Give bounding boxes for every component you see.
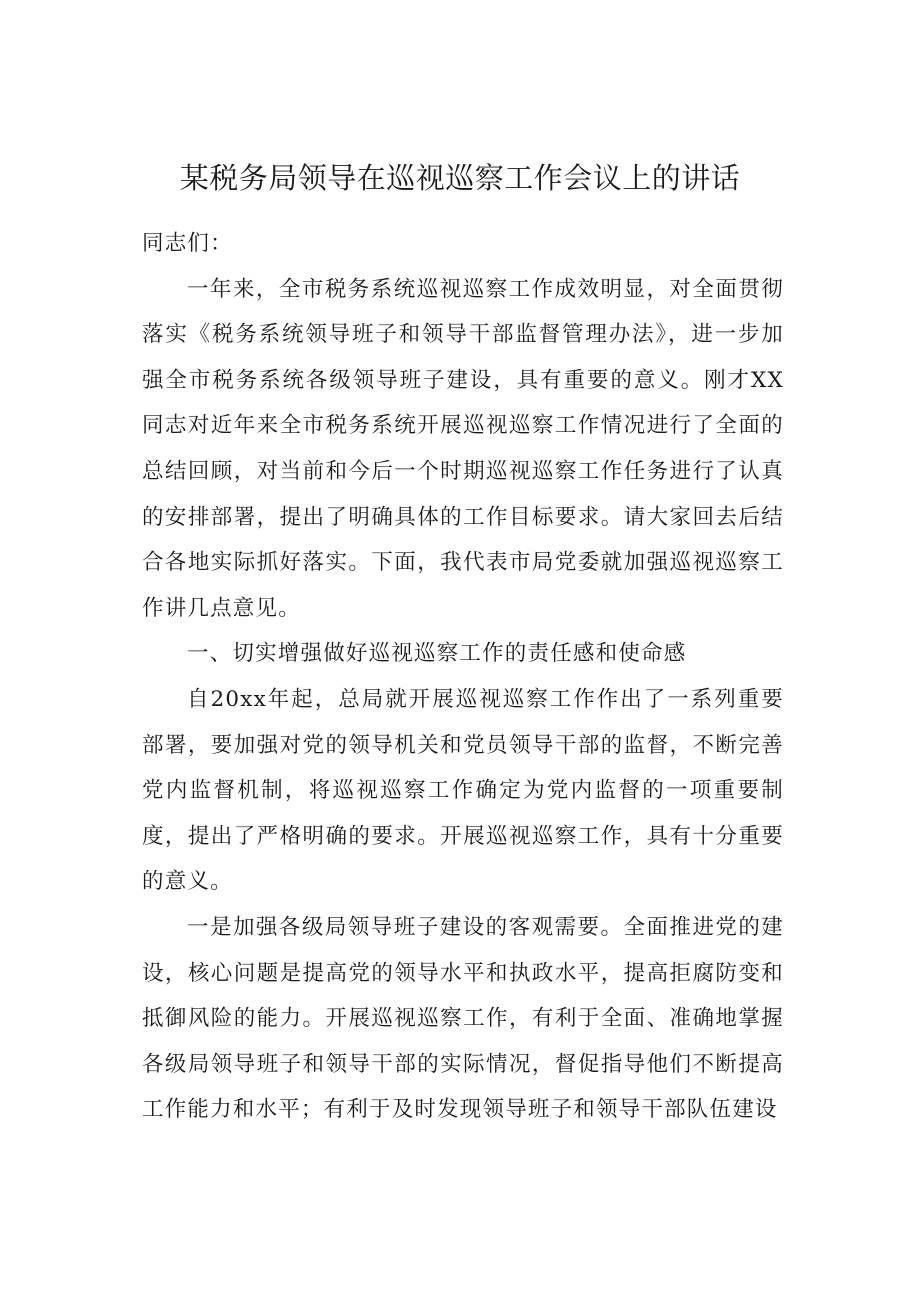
paragraph-point-1: 一是加强各级局领导班子建设的客观需要。全面推进党的建设，核心问题是提高党的领导水平和执政水平，提高拒腐防变和抵御风险的能力。开展巡视巡察工作，有利于全面、准确地掌握各级局领导班子和领导干部的实际情况，督促指导他们不断提高工作能力和水平；有利于及时发现领导班子和领导干部队伍建设 xyxy=(142,914,784,1123)
paragraph-section-1-intro: 自20xx年起，总局就开展巡视巡察工作作出了一系列重要部署，要加强对党的领导机关和党员领导干部的监督，不断完善党内监督机制，将巡视巡察工作确定为党内监督的一项重要制度，提出了严格明确的要求。开展巡视巡察工作，具有十分重要的意义。 xyxy=(142,686,784,895)
document-title: 某税务局领导在巡视巡察工作会议上的讲话 xyxy=(179,161,741,195)
salutation: 同志们： xyxy=(142,231,233,256)
section-heading-1: 一、切实增强做好巡视巡察工作的责任感和使命感 xyxy=(187,641,687,667)
document-body xyxy=(142,221,784,1133)
paragraph-intro: 一年来，全市税务系统巡视巡察工作成效明显，对全面贯彻落实《税务系统领导班子和领导干部监督管理办法》，进一步加强全市税务系统各级领导班子建设，具有重要的意义。刚才XX同志对近年来全市税务系统开展巡视巡察工作情况进行了全面的总结回顾，对当前和今后一个时期巡视巡察工作任务进行了认真的安排部署，提出了明确具体的工作目标要求。请大家回去后结合各地实际抓好落实。下面，我代表市局党委就加强巡视巡察工作讲几点意见。 xyxy=(142,276,784,621)
